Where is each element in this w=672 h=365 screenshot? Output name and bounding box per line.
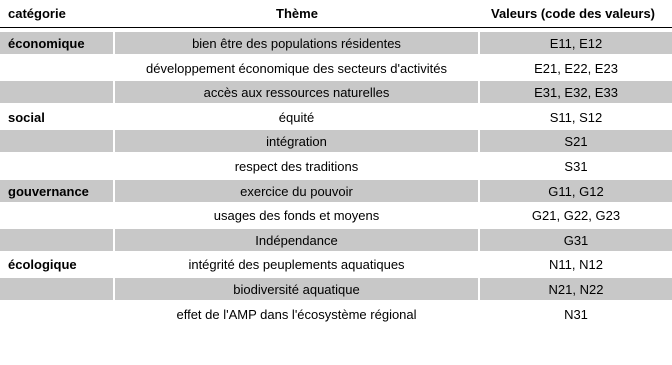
row-shading bbox=[0, 130, 113, 152]
cell-valeurs: E21, E22, E23 bbox=[534, 60, 618, 76]
header-categorie: catégorie bbox=[8, 6, 66, 21]
cell-categorie: économique bbox=[8, 36, 85, 51]
table-header bbox=[0, 0, 672, 28]
cell-theme: intégration bbox=[266, 134, 327, 150]
cell-valeurs: N21, N22 bbox=[548, 282, 604, 297]
cell-valeurs: S11, S12 bbox=[549, 109, 603, 125]
cell-valeurs: S21 bbox=[564, 134, 588, 150]
cell-categorie: social bbox=[8, 109, 45, 125]
table-row bbox=[0, 80, 672, 104]
table-row bbox=[0, 31, 672, 55]
cell-valeurs: E11, E12 bbox=[549, 36, 603, 51]
table-row bbox=[0, 105, 672, 129]
table-row bbox=[0, 302, 672, 326]
header-valeurs: Valeurs (code des valeurs) bbox=[490, 6, 656, 21]
cell-valeurs: N11, N12 bbox=[549, 257, 603, 273]
cell-theme: respect des traditions bbox=[234, 159, 359, 174]
cell-valeurs: G31 bbox=[563, 232, 589, 248]
table-row bbox=[0, 277, 672, 301]
table-row bbox=[0, 179, 672, 203]
cell-categorie: écologique bbox=[8, 257, 77, 273]
table-row bbox=[0, 129, 672, 153]
table-row bbox=[0, 252, 672, 276]
table-row bbox=[0, 203, 672, 227]
table-row bbox=[0, 56, 672, 80]
cell-valeurs: S31 bbox=[564, 159, 588, 174]
header-theme: Thème bbox=[276, 6, 318, 21]
table-row bbox=[0, 228, 672, 252]
table-row bbox=[0, 154, 672, 178]
cell-valeurs: G21, G22, G23 bbox=[531, 208, 621, 224]
cell-categorie: gouvernance bbox=[8, 183, 89, 199]
cell-valeurs: E31, E32, E33 bbox=[534, 85, 618, 101]
cell-theme: exercice du pouvoir bbox=[240, 183, 353, 199]
cell-theme: bien être des populations résidentes bbox=[192, 36, 401, 51]
cell-theme: Indépendance bbox=[255, 232, 338, 248]
cell-theme: développement économique des secteurs d'activités bbox=[146, 60, 447, 76]
row-shading bbox=[0, 81, 113, 103]
cell-theme: équité bbox=[278, 109, 315, 125]
cell-theme: intégrité des peuplements aquatiques bbox=[188, 257, 405, 273]
row-shading bbox=[0, 278, 113, 300]
cell-valeurs: G11, G12 bbox=[548, 183, 604, 199]
cell-theme: usages des fonds et moyens bbox=[213, 208, 380, 224]
cell-valeurs: N31 bbox=[564, 306, 588, 322]
cell-theme: biodiversité aquatique bbox=[233, 282, 360, 297]
cell-theme: effet de l'AMP dans l'écosystème régional bbox=[176, 306, 417, 322]
row-shading bbox=[0, 229, 113, 251]
cell-theme: accès aux ressources naturelles bbox=[203, 85, 390, 101]
